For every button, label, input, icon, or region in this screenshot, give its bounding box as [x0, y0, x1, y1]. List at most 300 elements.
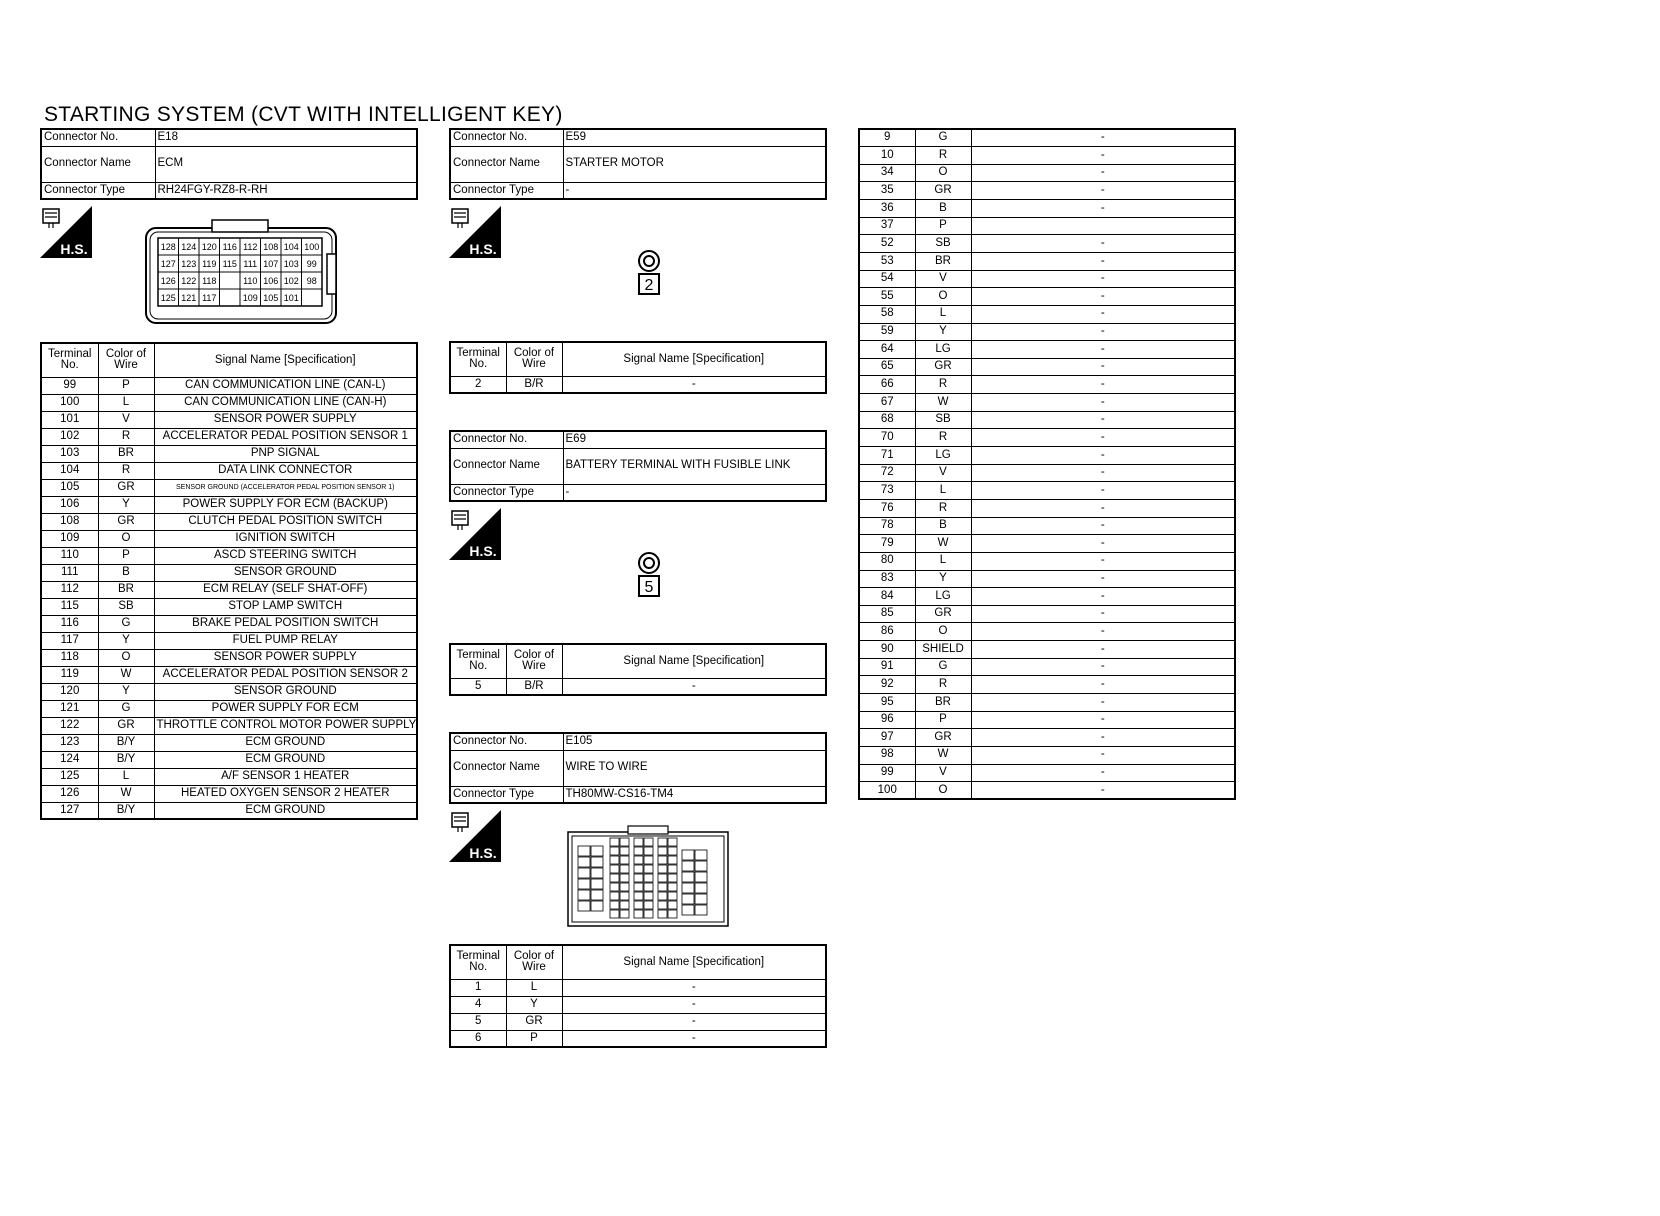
- wire-color-cell: GR: [915, 605, 971, 623]
- table-row: [41, 462, 417, 479]
- wire-color-cell: L: [98, 768, 154, 785]
- terminal-no-cell: 72: [859, 464, 915, 482]
- connector-name-value: WIRE TO WIRE: [563, 750, 826, 786]
- signal-name-cell: IGNITION SWITCH: [154, 530, 417, 547]
- table-row: [859, 517, 1235, 535]
- table-row: [41, 734, 417, 751]
- connector-no-value: E18: [155, 129, 417, 146]
- signal-name-cell: FUEL PUMP RELAY: [154, 632, 417, 649]
- table-row: [41, 785, 417, 802]
- table-row: [41, 666, 417, 683]
- connector-name-value: ECM: [155, 146, 417, 182]
- table-row: [41, 394, 417, 411]
- terminal-no-header: Terminal No.: [450, 644, 506, 678]
- terminal-no-cell: 68: [859, 411, 915, 429]
- signal-name-cell: -: [971, 129, 1235, 147]
- pin-number: 98: [306, 276, 317, 286]
- wire-color-cell: O: [915, 782, 971, 800]
- signal-name-cell: SENSOR GROUND: [154, 683, 417, 700]
- signal-name-cell: -: [971, 499, 1235, 517]
- terminal-no-cell: 121: [41, 700, 98, 717]
- terminal-no-cell: 92: [859, 676, 915, 694]
- pin-cavity: [695, 883, 707, 893]
- signal-name-cell: -: [971, 394, 1235, 412]
- label-connector-no: Connector No.: [450, 733, 563, 750]
- table-row: [859, 252, 1235, 270]
- color-of-wire-header: Color of Wire: [98, 343, 154, 377]
- table-row: [859, 182, 1235, 200]
- terminal-no-cell: 34: [859, 164, 915, 182]
- signal-name-cell: -: [562, 376, 826, 393]
- pin-cavity: [610, 856, 619, 864]
- table-row: [859, 499, 1235, 517]
- terminal-no-cell: 2: [450, 376, 506, 393]
- signal-name-cell: -: [971, 588, 1235, 606]
- wire-color-cell: G: [915, 129, 971, 147]
- battery-terminal-table: [449, 643, 827, 696]
- pin-cavity: [658, 874, 667, 882]
- terminal-no-cell: 104: [41, 462, 98, 479]
- signal-name-header: Signal Name [Specification]: [562, 945, 826, 979]
- wire-color-cell: LG: [915, 588, 971, 606]
- pin-cavity: [620, 883, 629, 891]
- wire-to-wire-continuation-table: [858, 128, 1236, 800]
- signal-name-cell: -: [971, 447, 1235, 465]
- pin-number: 120: [201, 242, 217, 252]
- wire-color-cell: B: [98, 564, 154, 581]
- page-title: STARTING SYSTEM (CVT WITH INTELLIGENT KEY): [44, 103, 563, 126]
- pin-cavity: [591, 857, 603, 867]
- pin-cavity: [695, 905, 707, 915]
- pin-cavity: [634, 901, 643, 909]
- pin-number: 112: [243, 242, 258, 252]
- label-connector-no: Connector No.: [41, 129, 155, 146]
- table-row: [450, 376, 826, 393]
- terminal-no-cell: 55: [859, 288, 915, 306]
- pin-cavity: [578, 846, 590, 856]
- signal-name-cell: -: [562, 1030, 826, 1047]
- signal-name-cell: ECM GROUND: [154, 734, 417, 751]
- pin-number: 106: [263, 276, 279, 286]
- pin-number: 116: [222, 242, 237, 252]
- pin-number: 101: [283, 293, 299, 303]
- pin-cavity: [610, 883, 619, 891]
- signal-name-cell: -: [971, 182, 1235, 200]
- pin-number: 99: [306, 259, 317, 269]
- terminal-no-cell: 95: [859, 694, 915, 712]
- signal-name-cell: -: [971, 694, 1235, 712]
- table-row: [450, 1030, 826, 1047]
- table-row: [41, 411, 417, 428]
- table-row: [41, 802, 417, 819]
- pin-cavity: [620, 856, 629, 864]
- wire-color-cell: BR: [915, 252, 971, 270]
- signal-name-cell: -: [971, 288, 1235, 306]
- table-row: [859, 447, 1235, 465]
- signal-name-cell: -: [562, 1013, 826, 1030]
- pin-number: 119: [202, 259, 217, 269]
- table-row: [41, 428, 417, 445]
- pin-cavity: [668, 874, 677, 882]
- terminal-no-cell: 5: [450, 1013, 506, 1030]
- pin-cavity: [620, 892, 629, 900]
- pin-cavity: [620, 838, 629, 846]
- terminal-no-cell: 5: [450, 678, 506, 695]
- table-row: [859, 782, 1235, 800]
- table-row: [41, 513, 417, 530]
- pin-cavity: [668, 856, 677, 864]
- wire-color-cell: Y: [98, 683, 154, 700]
- hs-badge-label: H.S.: [469, 241, 497, 257]
- pin-cavity: [591, 868, 603, 878]
- pin-number: 107: [263, 259, 279, 269]
- terminal-no-cell: 80: [859, 552, 915, 570]
- table-row: [859, 411, 1235, 429]
- pin-cavity: [644, 892, 653, 900]
- table-row: [859, 358, 1235, 376]
- pin-cavity: [682, 861, 694, 871]
- connector-no-value: E105: [563, 733, 826, 750]
- pin-cavity: [578, 879, 590, 889]
- pin-cavity: [578, 890, 590, 900]
- pin-number: 111: [243, 259, 258, 269]
- pin-cavity: [658, 856, 667, 864]
- terminal-no-cell: 98: [859, 746, 915, 764]
- terminal-no-cell: 120: [41, 683, 98, 700]
- pin-cavity: [591, 879, 603, 889]
- pin-number: 110: [243, 276, 258, 286]
- signal-name-cell: -: [971, 270, 1235, 288]
- wire-color-cell: P: [915, 711, 971, 729]
- wire-color-cell: O: [98, 530, 154, 547]
- table-row: [859, 323, 1235, 341]
- terminal-no-cell: 10: [859, 147, 915, 165]
- pin-cavity: [644, 883, 653, 891]
- pin-number: 115: [222, 259, 237, 269]
- wire-color-cell: P: [98, 547, 154, 564]
- wire-color-cell: G: [915, 658, 971, 676]
- pin-cavity: [610, 874, 619, 882]
- table-row: [41, 615, 417, 632]
- terminal-no-cell: 106: [41, 496, 98, 513]
- signal-name-cell: -: [971, 517, 1235, 535]
- terminal-no-cell: 123: [41, 734, 98, 751]
- terminal-no-cell: 119: [41, 666, 98, 683]
- terminal-no-cell: 117: [41, 632, 98, 649]
- wire-color-cell: GR: [506, 1013, 562, 1030]
- table-row: [859, 641, 1235, 659]
- signal-name-cell: -: [971, 411, 1235, 429]
- pin-cell: [302, 289, 323, 306]
- label-connector-type: Connector Type: [450, 484, 563, 501]
- table-row: [450, 1013, 826, 1030]
- connector-no-value: E69: [563, 431, 826, 448]
- terminal-no-cell: 97: [859, 729, 915, 747]
- table-row: [41, 632, 417, 649]
- pin-cavity: [634, 910, 643, 918]
- signal-name-cell: SENSOR POWER SUPPLY: [154, 411, 417, 428]
- pin-number: 102: [283, 276, 299, 286]
- terminal-no-cell: 66: [859, 376, 915, 394]
- terminal-no-cell: 111: [41, 564, 98, 581]
- terminal-no-cell: 35: [859, 182, 915, 200]
- pin-cavity: [695, 894, 707, 904]
- signal-name-cell: -: [971, 711, 1235, 729]
- pin-cavity: [620, 874, 629, 882]
- pin-cavity: [634, 883, 643, 891]
- wire-color-cell: Y: [915, 570, 971, 588]
- wire-color-cell: R: [915, 429, 971, 447]
- pin-number: 118: [202, 276, 217, 286]
- pin-cavity: [695, 850, 707, 860]
- table-row: [450, 979, 826, 996]
- wire-color-cell: V: [915, 464, 971, 482]
- pin-number: 121: [181, 293, 197, 303]
- wire-color-cell: P: [98, 377, 154, 394]
- label-connector-name: Connector Name: [450, 750, 563, 786]
- pin-cavity: [591, 901, 603, 911]
- pin-cavity: [610, 847, 619, 855]
- pin-cavity: [644, 901, 653, 909]
- pin-cavity: [658, 901, 667, 909]
- table-row: [41, 445, 417, 462]
- terminal-no-cell: 78: [859, 517, 915, 535]
- starter-motor-terminal-table: [449, 341, 827, 394]
- terminal-no-cell: 52: [859, 235, 915, 253]
- wire-color-cell: BR: [98, 445, 154, 462]
- terminal-no-cell: 85: [859, 605, 915, 623]
- terminal-no-cell: 59: [859, 323, 915, 341]
- terminal-no-cell: 1: [450, 979, 506, 996]
- pin-cavity: [644, 874, 653, 882]
- terminal-no-header: Terminal No.: [450, 342, 506, 376]
- table-row: [859, 746, 1235, 764]
- table-row: [41, 700, 417, 717]
- pin-cavity: [695, 872, 707, 882]
- terminal-no-cell: 76: [859, 499, 915, 517]
- ecm-terminal-table: [40, 342, 418, 820]
- signal-name-cell: STOP LAMP SWITCH: [154, 598, 417, 615]
- pin-cavity: [668, 883, 677, 891]
- wire-color-cell: Y: [98, 632, 154, 649]
- wire-color-cell: LG: [915, 341, 971, 359]
- table-row: [859, 552, 1235, 570]
- signal-name-cell: -: [971, 676, 1235, 694]
- pin-number: 128: [160, 242, 176, 252]
- wire-color-cell: BR: [915, 694, 971, 712]
- pin-cavity: [634, 874, 643, 882]
- pin-cavity: [620, 901, 629, 909]
- table-row: [859, 129, 1235, 147]
- wire-color-cell: O: [915, 288, 971, 306]
- pin-cavity: [578, 901, 590, 911]
- pin-cavity: [682, 883, 694, 893]
- wire-color-cell: GR: [98, 513, 154, 530]
- terminal-no-cell: 112: [41, 581, 98, 598]
- table-row: [41, 496, 417, 513]
- signal-name-cell: -: [971, 358, 1235, 376]
- table-row: [41, 683, 417, 700]
- signal-name-cell: ECM RELAY (SELF SHAT-OFF): [154, 581, 417, 598]
- wire-color-cell: G: [98, 615, 154, 632]
- table-row: [859, 147, 1235, 165]
- wire-color-cell: B: [915, 200, 971, 218]
- signal-name-cell: POWER SUPPLY FOR ECM: [154, 700, 417, 717]
- signal-name-cell: CLUTCH PEDAL POSITION SWITCH: [154, 513, 417, 530]
- signal-name-cell: ACCELERATOR PEDAL POSITION SENSOR 1: [154, 428, 417, 445]
- signal-name-cell: -: [971, 782, 1235, 800]
- table-row: [859, 588, 1235, 606]
- table-row: [41, 649, 417, 666]
- hs-connector-icon: [40, 206, 92, 258]
- signal-name-cell: -: [971, 305, 1235, 323]
- terminal-no-cell: 58: [859, 305, 915, 323]
- signal-name-cell: HEATED OXYGEN SENSOR 2 HEATER: [154, 785, 417, 802]
- terminal-no-cell: 110: [41, 547, 98, 564]
- pin-cavity: [658, 910, 667, 918]
- hs-badge-label: H.S.: [469, 543, 497, 559]
- table-row: [41, 547, 417, 564]
- signal-name-cell: -: [971, 482, 1235, 500]
- signal-name-cell: -: [971, 252, 1235, 270]
- table-row: [41, 751, 417, 768]
- terminal-no-cell: 6: [450, 1030, 506, 1047]
- wire-color-cell: B: [915, 517, 971, 535]
- table-row: [859, 482, 1235, 500]
- terminal-pin-label: 2: [644, 277, 654, 294]
- signal-name-cell: DATA LINK CONNECTOR: [154, 462, 417, 479]
- pin-cavity: [610, 865, 619, 873]
- signal-name-cell: -: [971, 746, 1235, 764]
- table-row: [859, 305, 1235, 323]
- table-row: [450, 678, 826, 695]
- terminal-no-cell: 105: [41, 479, 98, 496]
- connector-header-e59: [449, 128, 827, 200]
- table-row: [41, 717, 417, 734]
- pin-number: 103: [283, 259, 299, 269]
- pin-cavity: [620, 865, 629, 873]
- ecm-terminal-rows: [41, 377, 417, 819]
- pin-cavity: [610, 838, 619, 846]
- pin-cavity: [578, 857, 590, 867]
- pin-cavity: [644, 847, 653, 855]
- wire-color-cell: R: [915, 376, 971, 394]
- wire-color-cell: B/Y: [98, 751, 154, 768]
- signal-name-cell: POWER SUPPLY FOR ECM (BACKUP): [154, 496, 417, 513]
- wire-color-cell: SB: [915, 235, 971, 253]
- table-row: [859, 711, 1235, 729]
- pin-cavity: [644, 910, 653, 918]
- pin-cavity: [644, 865, 653, 873]
- terminal-no-cell: 83: [859, 570, 915, 588]
- table-row: [41, 479, 417, 496]
- color-of-wire-header: Color of Wire: [506, 945, 562, 979]
- table-row: [859, 270, 1235, 288]
- terminal-no-cell: 108: [41, 513, 98, 530]
- signal-name-cell: -: [971, 658, 1235, 676]
- pin-cavity: [695, 861, 707, 871]
- table-row: [859, 570, 1235, 588]
- table-row: [41, 598, 417, 615]
- wire-color-cell: B/R: [506, 678, 562, 695]
- signal-name-cell: -: [971, 605, 1235, 623]
- signal-name-cell: SENSOR GROUND (ACCELERATOR PEDAL POSITION SENSOR 1): [154, 479, 417, 496]
- wire-color-cell: O: [915, 623, 971, 641]
- hs-connector-icon: [449, 508, 501, 560]
- pin-cavity: [620, 847, 629, 855]
- pin-cavity: [610, 910, 619, 918]
- wire-color-cell: Y: [98, 496, 154, 513]
- terminal-no-cell: 103: [41, 445, 98, 462]
- wire-color-cell: W: [98, 666, 154, 683]
- terminal-no-cell: 126: [41, 785, 98, 802]
- terminal-no-cell: 90: [859, 641, 915, 659]
- wire-color-cell: R: [915, 499, 971, 517]
- wire-color-cell: L: [506, 979, 562, 996]
- pin-number: 123: [181, 259, 197, 269]
- wire-color-cell: GR: [98, 717, 154, 734]
- pin-cavity: [634, 847, 643, 855]
- starter-motor-terminal-icon: [634, 250, 664, 300]
- terminal-no-cell: 100: [41, 394, 98, 411]
- pin-cell: [220, 272, 241, 289]
- terminal-no-cell: 70: [859, 429, 915, 447]
- wire-color-cell: V: [915, 270, 971, 288]
- wire-color-cell: P: [915, 217, 971, 235]
- pin-cavity: [634, 865, 643, 873]
- continuation-rows: [859, 129, 1235, 799]
- label-connector-no: Connector No.: [450, 431, 563, 448]
- signal-name-cell: -: [971, 729, 1235, 747]
- table-row: [859, 200, 1235, 218]
- label-connector-type: Connector Type: [450, 786, 563, 803]
- label-connector-name: Connector Name: [450, 448, 563, 484]
- pin-cavity: [658, 847, 667, 855]
- connector-name-value: BATTERY TERMINAL WITH FUSIBLE LINK: [563, 448, 826, 484]
- signal-name-cell: -: [971, 164, 1235, 182]
- terminal-no-cell: 86: [859, 623, 915, 641]
- pin-cell: [220, 289, 241, 306]
- terminal-no-cell: 79: [859, 535, 915, 553]
- terminal-no-cell: 53: [859, 252, 915, 270]
- pin-cavity: [668, 910, 677, 918]
- pin-cavity: [668, 901, 677, 909]
- signal-name-header: Signal Name [Specification]: [154, 343, 417, 377]
- label-connector-type: Connector Type: [41, 182, 155, 199]
- wire-color-cell: O: [915, 164, 971, 182]
- connector-header-e18: [40, 128, 418, 200]
- pin-number: 127: [160, 259, 176, 269]
- table-row: [450, 996, 826, 1013]
- pin-cavity: [668, 847, 677, 855]
- terminal-no-cell: 122: [41, 717, 98, 734]
- terminal-no-cell: 91: [859, 658, 915, 676]
- pin-cavity: [682, 872, 694, 882]
- signal-name-cell: -: [971, 200, 1235, 218]
- table-row: [859, 605, 1235, 623]
- terminal-no-cell: 96: [859, 711, 915, 729]
- pin-cavity: [658, 838, 667, 846]
- connector-header-e69: [449, 430, 827, 502]
- wire-color-cell: SHIELD: [915, 641, 971, 659]
- terminal-no-cell: 9: [859, 129, 915, 147]
- terminal-no-cell: 64: [859, 341, 915, 359]
- pin-number: 124: [181, 242, 197, 252]
- signal-name-cell: -: [562, 996, 826, 1013]
- battery-terminal-rows: [450, 678, 826, 695]
- signal-name-cell: ACCELERATOR PEDAL POSITION SENSOR 2: [154, 666, 417, 683]
- pin-cavity: [591, 890, 603, 900]
